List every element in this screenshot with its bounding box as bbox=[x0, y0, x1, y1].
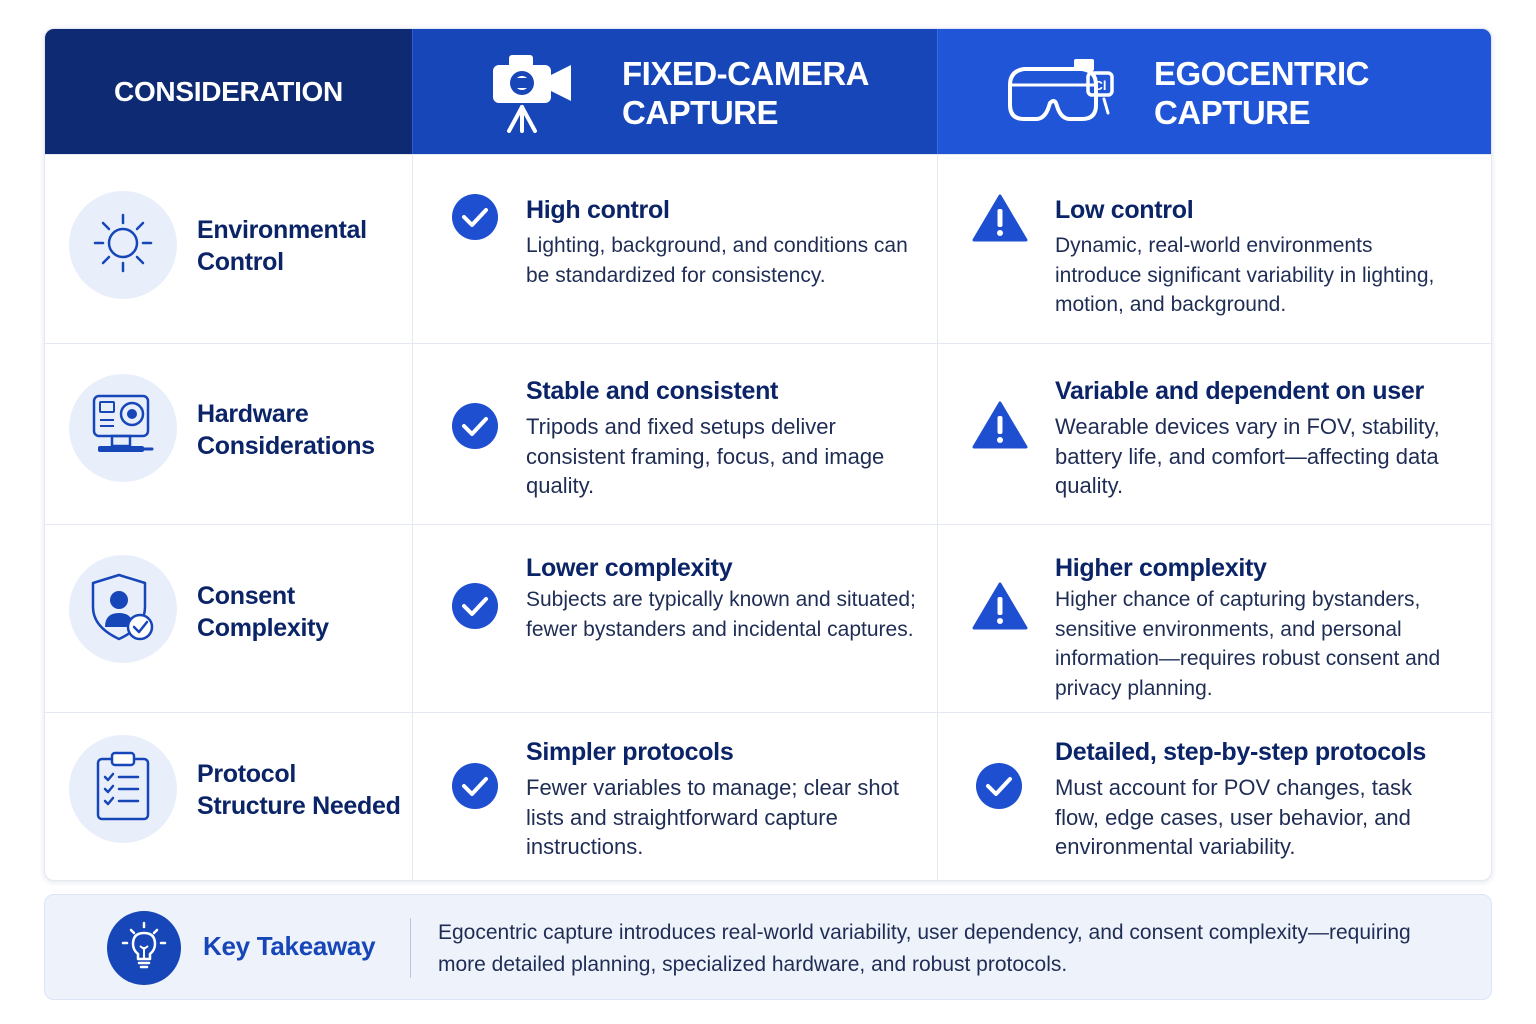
header-ego-title: EGOCENTRIC CAPTURE bbox=[1154, 55, 1370, 131]
svg-text:Cl: Cl bbox=[1093, 78, 1107, 93]
ego-cell-title: Variable and dependent on user bbox=[1055, 377, 1424, 405]
action-camera-icon-circle bbox=[69, 374, 177, 482]
camera-on-tripod-icon bbox=[489, 51, 577, 138]
table-row bbox=[45, 343, 1492, 524]
header-consideration-label: CONSIDERATION bbox=[114, 75, 343, 107]
consideration-label: Hardware Considerations bbox=[197, 400, 375, 460]
fixed-cell-text: Fewer variables to manage; clear shot lists and straightforward capture instructions. bbox=[526, 775, 899, 859]
ego-cell bbox=[1055, 553, 1460, 703]
fixed-cell bbox=[526, 553, 926, 644]
table-row bbox=[45, 712, 1492, 881]
fixed-cell bbox=[526, 737, 926, 862]
table-row bbox=[45, 524, 1492, 712]
check-icon bbox=[975, 762, 1023, 815]
fixed-cell-title: Lower complexity bbox=[526, 554, 733, 582]
warning-icon bbox=[972, 193, 1028, 248]
header-fixed-title: FIXED-CAMERA CAPTURE bbox=[622, 55, 869, 131]
fixed-cell bbox=[526, 195, 926, 290]
ego-cell bbox=[1055, 195, 1460, 320]
check-icon bbox=[451, 582, 499, 635]
lightbulb-icon-circle bbox=[107, 911, 181, 985]
fixed-cell-title: Stable and consistent bbox=[526, 377, 779, 405]
clipboard-checklist-icon bbox=[88, 749, 158, 830]
fixed-cell bbox=[526, 376, 926, 501]
ego-cell-title: Detailed, step-by-step protocols bbox=[1055, 738, 1427, 766]
vr-headset-camera-icon bbox=[1004, 57, 1116, 132]
warning-icon bbox=[972, 400, 1028, 455]
consideration-label: Protocol Structure Needed bbox=[197, 760, 401, 820]
ego-cell-text: Higher chance of capturing bystanders, sensitive environments, and personal information—requires robust consent and privacy planning. bbox=[1055, 588, 1441, 700]
ego-cell-text: Dynamic, real-world environments introduce significant variability in lighting, motion, and background. bbox=[1055, 234, 1435, 316]
clipboard-checklist-icon-circle bbox=[69, 735, 177, 843]
consideration-label: Consent Complexity bbox=[197, 582, 329, 642]
ego-cell bbox=[1055, 376, 1455, 501]
check-icon bbox=[451, 402, 499, 455]
shield-user-check-icon-circle bbox=[69, 555, 177, 663]
ego-cell-title: Higher complexity bbox=[1055, 554, 1267, 582]
ego-cell bbox=[1055, 737, 1460, 862]
sun-icon bbox=[85, 205, 161, 286]
consideration-label: Environmental Control bbox=[197, 216, 367, 276]
fixed-cell-text: Lighting, background, and conditions can be standardized for consistency. bbox=[526, 234, 908, 287]
fixed-cell-text: Subjects are typically known and situated; fewer bystanders and incidental captures. bbox=[526, 588, 916, 641]
table-row bbox=[45, 154, 1492, 343]
comparison-table bbox=[44, 28, 1492, 881]
shield-user-check-icon bbox=[85, 569, 161, 650]
sun-icon-circle bbox=[69, 191, 177, 299]
warning-icon bbox=[972, 581, 1028, 636]
action-camera-icon bbox=[88, 388, 158, 469]
lightbulb-icon bbox=[119, 921, 169, 976]
fixed-cell-title: Simpler protocols bbox=[526, 738, 734, 766]
key-takeaway-panel bbox=[44, 894, 1492, 1000]
ego-cell-text: Must account for POV changes, task flow, edge cases, user behavior, and environmental variability. bbox=[1055, 775, 1413, 859]
header-egocentric bbox=[937, 29, 1492, 154]
check-icon bbox=[451, 762, 499, 815]
takeaway-label: Key Takeaway bbox=[203, 931, 376, 961]
check-icon bbox=[451, 193, 499, 246]
header-consideration bbox=[45, 29, 412, 154]
fixed-cell-title: High control bbox=[526, 196, 670, 224]
ego-cell-text: Wearable devices vary in FOV, stability, battery life, and comfort—affecting data quality. bbox=[1055, 414, 1440, 498]
header-fixed-camera bbox=[412, 29, 937, 154]
fixed-cell-text: Tripods and fixed setups deliver consistent framing, focus, and image quality. bbox=[526, 414, 885, 498]
takeaway-text: Egocentric capture introduces real-world variability, user dependency, and consent complexity—requiring more detailed planning, specialized hardware, and robust protocols. bbox=[438, 921, 1411, 976]
ego-cell-title: Low control bbox=[1055, 196, 1194, 224]
takeaway-divider bbox=[410, 918, 411, 978]
